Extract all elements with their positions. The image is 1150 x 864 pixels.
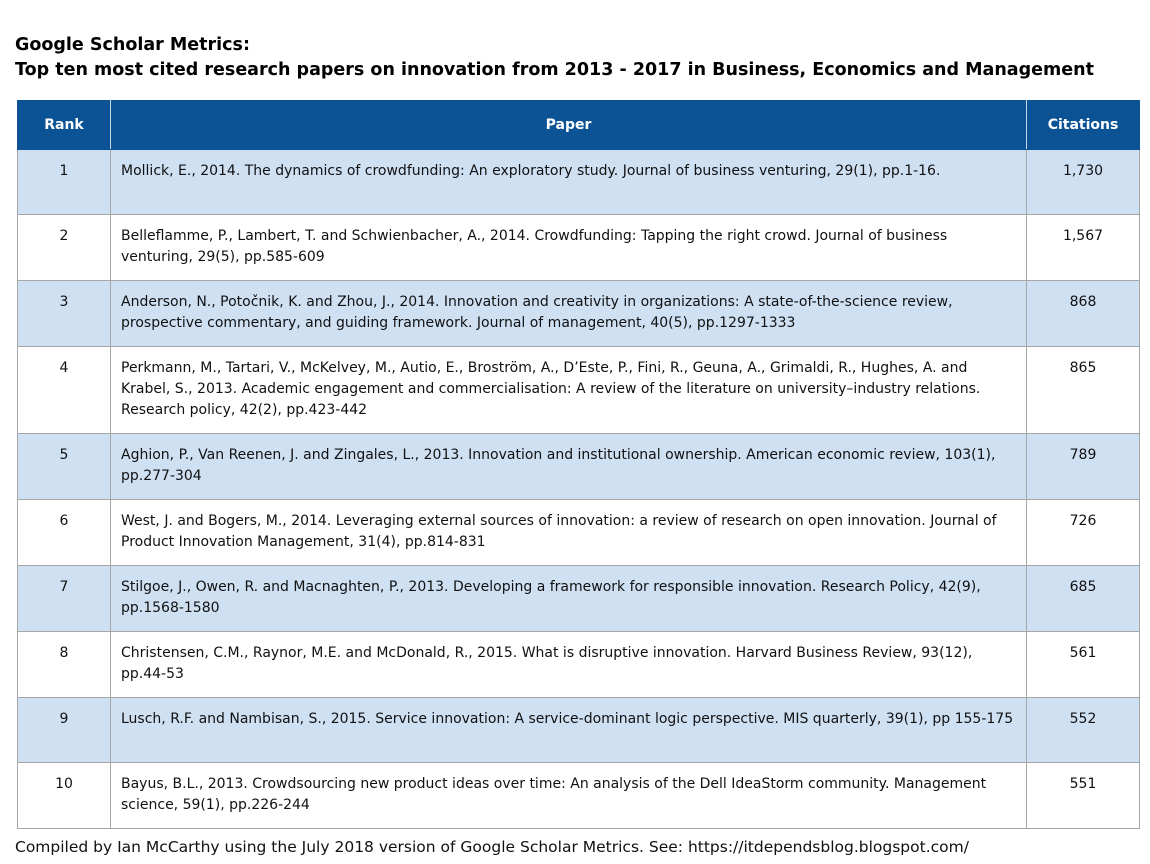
table-row (18, 566, 1140, 632)
rank-cell: 3 (18, 281, 111, 347)
citations-cell: 1,567 (1027, 215, 1140, 281)
paper-cell: Anderson, N., Potočnik, K. and Zhou, J., 2014. Innovation and creativity in organizations: A state-of-the-science review, prospective commentary, and guiding framework. Journal of management, 40(5), pp.1297-1333 (111, 281, 1027, 347)
rank-cell: 10 (18, 763, 111, 829)
rank-cell: 8 (18, 632, 111, 698)
table-row (18, 347, 1140, 434)
citations-cell: 865 (1027, 347, 1140, 434)
papers-table (17, 100, 1140, 829)
document-title (15, 33, 1094, 83)
table-row (18, 763, 1140, 829)
paper-cell: Bayus, B.L., 2013. Crowdsourcing new product ideas over time: An analysis of the Dell IdeaStorm community. Management science, 59(1), pp.226-244 (111, 763, 1027, 829)
paper-cell: Mollick, E., 2014. The dynamics of crowdfunding: An exploratory study. Journal of business venturing, 29(1), pp.1-16. (111, 150, 1027, 215)
table-row (18, 434, 1140, 500)
table-header-row (18, 101, 1140, 150)
rank-cell: 2 (18, 215, 111, 281)
rank-cell: 1 (18, 150, 111, 215)
citations-cell: 1,730 (1027, 150, 1140, 215)
citations-cell: 726 (1027, 500, 1140, 566)
citations-cell: 685 (1027, 566, 1140, 632)
header-rank: Rank (18, 101, 111, 150)
paper-cell: Christensen, C.M., Raynor, M.E. and McDonald, R., 2015. What is disruptive innovation. Harvard Business Review, 93(12), pp.44-53 (111, 632, 1027, 698)
paper-cell: West, J. and Bogers, M., 2014. Leveraging external sources of innovation: a review of research on open innovation. Journal of Product Innovation Management, 31(4), pp.814-831 (111, 500, 1027, 566)
rank-cell: 5 (18, 434, 111, 500)
paper-cell: Perkmann, M., Tartari, V., McKelvey, M., Autio, E., Broström, A., D’Este, P., Fini, R., Geuna, A., Grimaldi, R., Hughes, A. and Krabel, S., 2013. Academic engagement and commercialisation: A review of the literature on university–industry relations. Research policy, 42(2), pp.423-442 (111, 347, 1027, 434)
table-row (18, 215, 1140, 281)
rank-cell: 4 (18, 347, 111, 434)
table-row (18, 500, 1140, 566)
paper-cell: Aghion, P., Van Reenen, J. and Zingales, L., 2013. Innovation and institutional ownership. American economic review, 103(1), pp.277-304 (111, 434, 1027, 500)
table-row (18, 281, 1140, 347)
title-line-2: Top ten most cited research papers on innovation from 2013 - 2017 in Business, Economics and Management (15, 60, 1094, 80)
table-row (18, 632, 1140, 698)
paper-cell: Stilgoe, J., Owen, R. and Macnaghten, P., 2013. Developing a framework for responsible innovation. Research Policy, 42(9), pp.1568-1580 (111, 566, 1027, 632)
citations-cell: 561 (1027, 632, 1140, 698)
rank-cell: 9 (18, 698, 111, 763)
paper-cell: Belleflamme, P., Lambert, T. and Schwienbacher, A., 2014. Crowdfunding: Tapping the right crowd. Journal of business venturing, 29(5), pp.585-609 (111, 215, 1027, 281)
source-note: Compiled by Ian McCarthy using the July 2018 version of Google Scholar Metrics. See: https://itdependsblog.blogspot.com/ (15, 838, 969, 856)
table-row (18, 150, 1140, 215)
citations-cell: 551 (1027, 763, 1140, 829)
header-paper: Paper (111, 101, 1027, 150)
citations-cell: 868 (1027, 281, 1140, 347)
paper-cell: Lusch, R.F. and Nambisan, S., 2015. Service innovation: A service-dominant logic perspective. MIS quarterly, 39(1), pp 155-175 (111, 698, 1027, 763)
citations-cell: 552 (1027, 698, 1140, 763)
header-citations: Citations (1027, 101, 1140, 150)
rank-cell: 7 (18, 566, 111, 632)
title-line-1: Google Scholar Metrics: (15, 35, 250, 55)
rank-cell: 6 (18, 500, 111, 566)
table-row (18, 698, 1140, 763)
citations-cell: 789 (1027, 434, 1140, 500)
